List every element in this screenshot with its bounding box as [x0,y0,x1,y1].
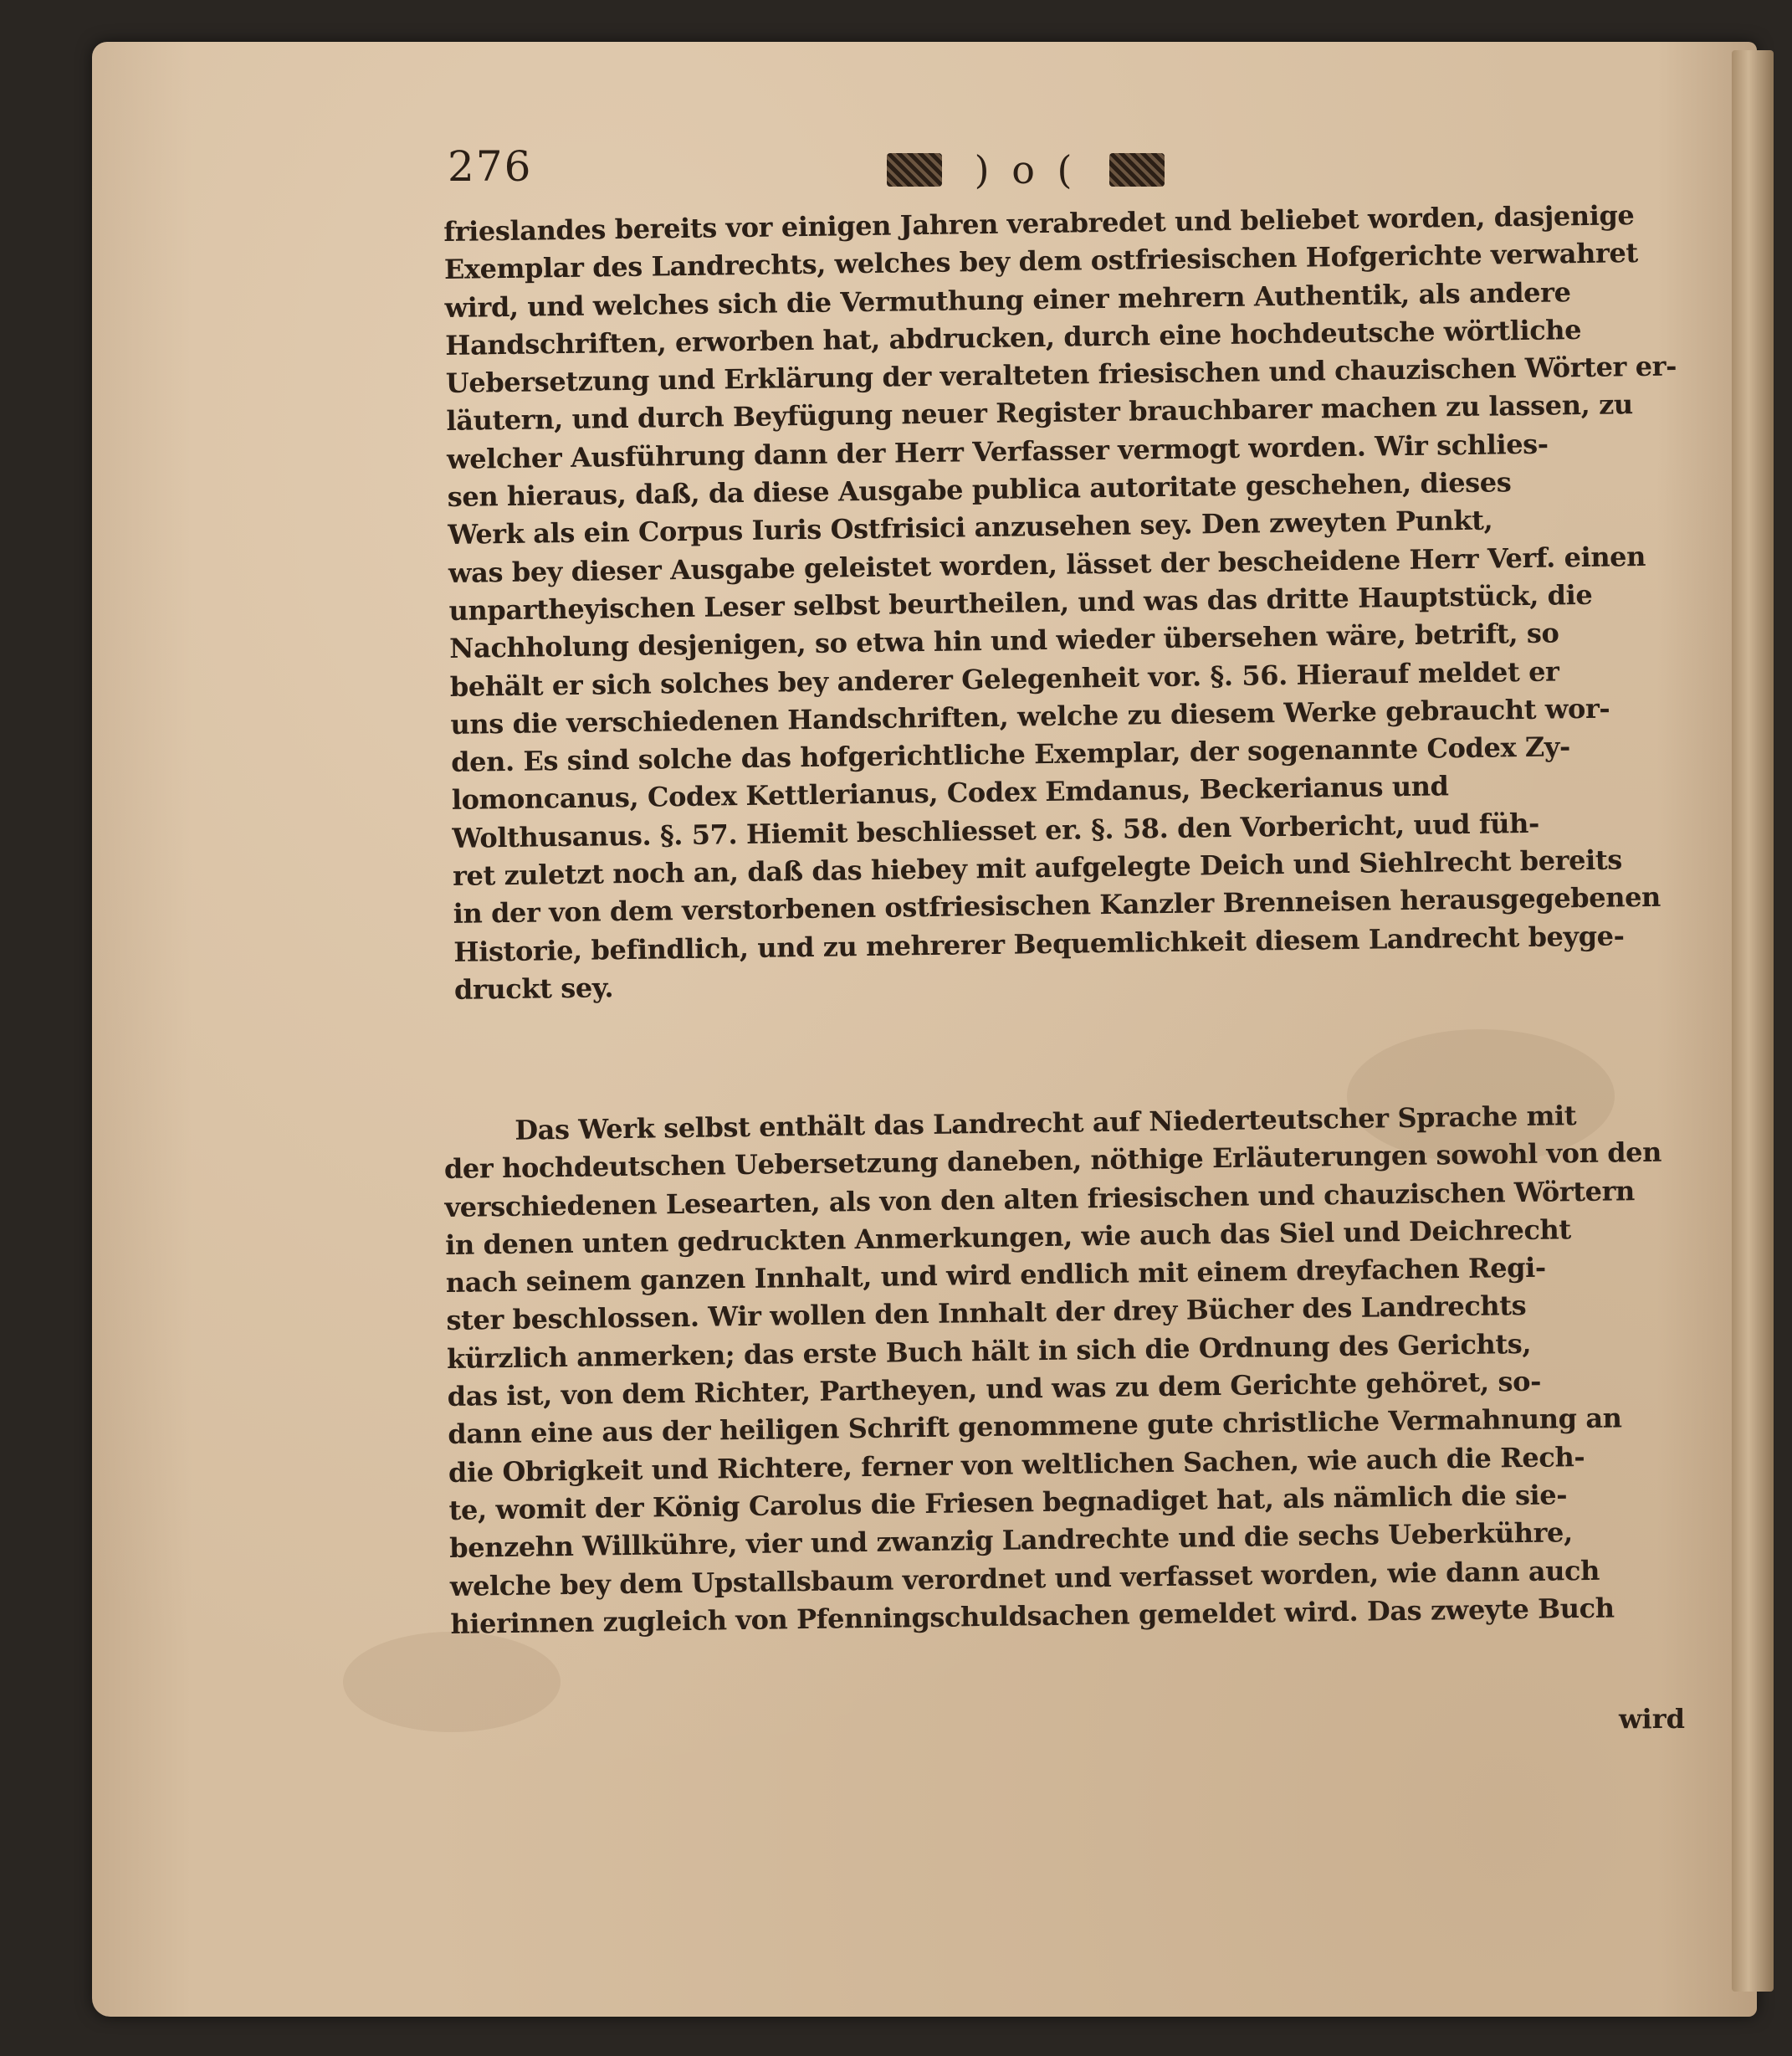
text-line: sen hieraus, daß, da diese Ausgabe publica autoritate geschehen, dieses [447,466,1512,514]
text-line: Exemplar des Landrechts, welches bey dem ostfriesischen Hofgerichte verwahret [443,237,1639,286]
text-line: Das Werk selbst enthält das Landrecht auf Niederteutscher Sprache mit [515,1100,1577,1146]
text-line: te, womit der König Carolus die Friesen begnadiget hat, als nämlich die sie- [448,1479,1568,1526]
text-line: lomoncanus, Codex Kettlerianus, Codex Emdanus, Beckerianus und [451,770,1449,817]
text-line: druckt sey. [453,972,614,1006]
text-line: kürzlich anmerken; das erste Buch hält in sich die Ordnung des Gerichts, [446,1327,1532,1375]
text-line: dann eine aus der heiligen Schrift genommene gute christliche Vermahnung an [448,1402,1622,1451]
text-line: Nachholung desjenigen, so etwa hin und wieder übersehen wäre, betrift, so [448,617,1559,665]
text-line: unpartheyischen Leser selbst beurtheilen, und was das dritte Hauptstück, die [448,578,1593,627]
text-line: die Obrigkeit und Richtere, ferner von weltlichen Sachen, wie auch die Rech- [448,1440,1585,1489]
text-line: ret zuletzt noch an, daß das hiebey mit aufgelegte Deich und Siehlrecht bereits [452,843,1623,892]
page-number: 276 [448,142,533,191]
text-line: hierinnen zugleich von Pfenningschuldsachen gemeldet wird. Das zweyte Buch [450,1592,1615,1640]
text-line: Uebersetzung und Erklärung der veralteten friesischen und chauzischen Wörter er- [445,350,1677,400]
ornament-right-icon [1109,153,1165,187]
header-ornament [887,144,1165,192]
running-head [448,134,1694,201]
text-line: welcher Ausführung dann der Herr Verfasser vermogt worden. Wir schlies- [446,428,1549,475]
text-line: frieslandes bereits vor einigen Jahren verabredet und beliebet worden, dasjenige [443,199,1635,248]
text-line: verschiedenen Lesearten, als von den alten friesischen und chauzischen Wörtern [444,1174,1636,1223]
text-line: Historie, befindlich, und zu mehrerer Bequemlichkeit diesem Landrecht beyge- [453,920,1625,968]
catchword: wird [1619,1703,1685,1735]
text-line: Handschriften, erworben hat, abdrucken, durch eine hochdeutsche wörtliche [444,313,1582,361]
text-line: Werk als ein Corpus Iuris Ostfrisici anzusehen sey. Den zweyten Punkt, [448,504,1493,551]
ornament-left-icon [887,153,942,187]
text-line: nach seinem ganzen Innhalt, und wird endlich mit einem dreyfachen Regi- [445,1251,1547,1300]
text-line: wird, und welches sich die Vermuthung einer mehrern Authentik, als andere [444,275,1571,324]
text-line: ster beschlossen. Wir wollen den Innhalt der drey Bücher des Landrechts [446,1289,1527,1337]
text-line: den. Es sind solche das hofgerichtliche Exemplar, der sogenannte Codex Zy- [450,731,1571,779]
paragraph-1 [443,196,1709,1009]
text-line: läutern, und durch Beyfügung neuer Register brauchbarer machen zu lassen, zu [446,388,1633,438]
paper-stain [343,1632,561,1732]
text-line: benzehn Willkühre, vier und zwanzig Landrechte und die sechs Ueberkühre, [448,1516,1573,1565]
page-edge [1732,50,1774,1992]
text-line: was bey dieser Ausgabe geleistet worden, lässet der bescheidene Herr Verf. einen [448,540,1646,589]
paragraph-2 [443,1095,1706,1643]
text-line: Wolthusanus. §. 57. Hiemit beschliesset er. §. 58. den Vorbericht, uud füh- [452,807,1540,854]
text-line: uns die verschiedenen Handschriften, welche zu diesem Werke gebraucht wor- [450,692,1610,741]
text-line: der hochdeutschen Uebersetzung daneben, nöthige Erläuterungen sowohl von den [443,1136,1662,1186]
text-line: behält er sich solches bey anderer Gelegenheit vor. §. 56. Hierauf meldet er [449,654,1559,703]
text-line: in denen unten gedruckten Anmerkungen, wie auch das Siel und Deichrecht [444,1213,1572,1261]
text-line: welche bey dem Upstallsbaum verordnet und verfasset worden, wie dann auch [449,1554,1600,1602]
text-line: das ist, von dem Richter, Partheyen, und was zu dem Gerichte gehöret, so- [447,1365,1542,1413]
text-line: in der von dem verstorbenen ostfriesischen Kanzler Brenneisen herausgegebenen [453,881,1661,931]
ornament-text: ) o ( [974,147,1078,192]
